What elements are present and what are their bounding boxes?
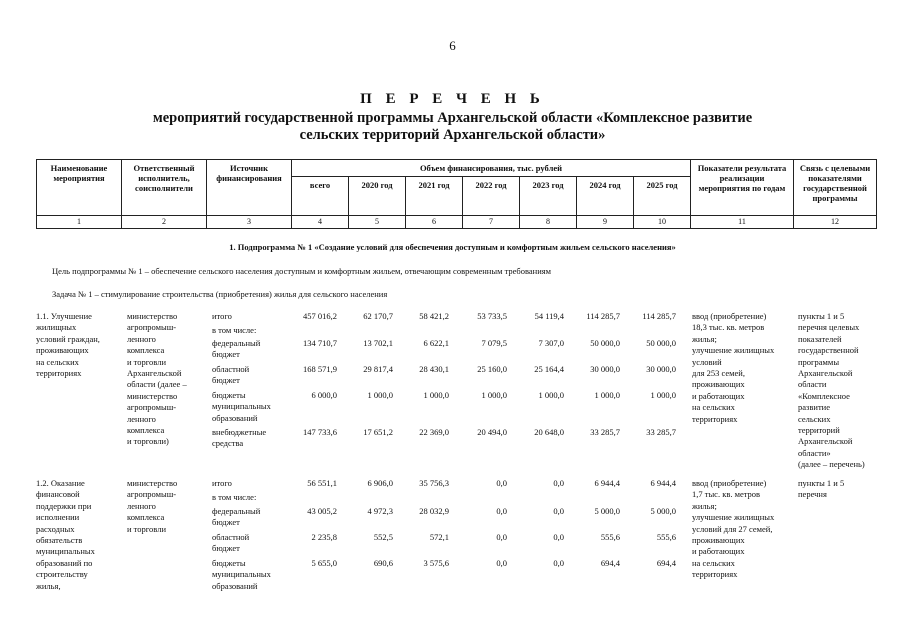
col-number: 7	[463, 216, 520, 229]
row2-total-2022: 0,0	[496, 478, 507, 488]
row2-municipal-2023: 0,0	[553, 558, 564, 568]
row1-regional-2025: 30 000,0	[646, 364, 676, 374]
row1-regional-2024: 30 000,0	[590, 364, 620, 374]
row1-municipal-2024: 1 000,0	[594, 390, 620, 400]
row2-source-including: в том числе:	[212, 492, 257, 502]
col-number: 10	[634, 216, 691, 229]
row1-total-2022: 53 733,5	[477, 311, 507, 321]
header-result-indicators: Показатели результата реализации мероприятия по годам	[691, 160, 794, 216]
row2-federal-sum: 43 005,2	[307, 506, 337, 516]
row2-link-indicator: пункты 1 и 5 перечня	[798, 478, 845, 500]
row2-source-federal: федеральный бюджет	[212, 506, 261, 528]
subprogram-goal: Цель подпрограммы № 1 – обеспечение сельского населения доступным и комфортным жильем, отвечающим современным требованиям	[52, 266, 552, 276]
row1-extrabudget-2023: 20 648,0	[534, 427, 564, 437]
row1-federal-2023: 7 307,0	[538, 338, 564, 348]
row1-municipal-2021: 1 000,0	[423, 390, 449, 400]
row2-federal-2022: 0,0	[496, 506, 507, 516]
header-year-total: всего	[292, 177, 349, 216]
row2-source-total: итого	[212, 478, 232, 488]
header-year-2022: 2022 год	[463, 177, 520, 216]
row1-federal-2024: 50 000,0	[590, 338, 620, 348]
row2-total-2025: 6 944,4	[650, 478, 676, 488]
col-number: 1	[37, 216, 122, 229]
row1-result-indicator: ввод (приобретение) 18,3 тыс. кв. метров жилья; улучшение жилищных условий для 253 семей, проживающих и работающих на сельских территориях	[692, 311, 775, 424]
row1-total-2021: 58 421,2	[419, 311, 449, 321]
row2-regional-2021: 572,1	[429, 532, 449, 542]
row1-municipal-2022: 1 000,0	[481, 390, 507, 400]
section-title: 1. Подпрограмма № 1 «Создание условий для обеспечения доступным и комфортным жильем сельского населения»	[229, 242, 676, 252]
row1-source-total: итого	[212, 311, 232, 321]
row1-federal-2025: 50 000,0	[646, 338, 676, 348]
row2-municipal-sum: 5 655,0	[311, 558, 337, 568]
col-number: 8	[520, 216, 577, 229]
col-number: 6	[406, 216, 463, 229]
header-link-indicators: Связь с целевыми показателями государственной программы	[794, 160, 877, 216]
row1-municipal-2023: 1 000,0	[538, 390, 564, 400]
row2-total-2020: 6 906,0	[367, 478, 393, 488]
document-subtitle-line2: сельских территорий Архангельской области»	[299, 127, 606, 143]
col-number: 11	[691, 216, 794, 229]
header-year-2023: 2023 год	[520, 177, 577, 216]
row1-source-federal: федеральный бюджет	[212, 338, 261, 360]
row1-total-2024: 114 285,7	[586, 311, 620, 321]
row2-measure-name: 1.2. Оказание финансовой поддержки при исполнении расходных обязательств муниципальных образований по строительству жилья,	[36, 478, 95, 591]
row1-extrabudget-2025: 33 285,7	[646, 427, 676, 437]
row1-executor: министерство агропромыш- ленного комплекса и торговли Архангельской области (далее – министерство агропромыш- ленного комплекса и торговли)	[127, 311, 187, 447]
row2-regional-2020: 552,5	[373, 532, 393, 542]
row2-total-2023: 0,0	[553, 478, 564, 488]
col-number: 9	[577, 216, 634, 229]
row1-total-2025: 114 285,7	[642, 311, 676, 321]
document-title: П Е Р Е Ч Е Н Ь	[360, 91, 545, 107]
row2-source-municipal: бюджеты муниципальных образований	[212, 558, 271, 591]
col-number: 3	[207, 216, 292, 229]
page-number: 6	[449, 38, 456, 53]
row2-federal-2023: 0,0	[553, 506, 564, 516]
col-number: 5	[349, 216, 406, 229]
row1-municipal-sum: 6 000,0	[311, 390, 337, 400]
row2-regional-2023: 0,0	[553, 532, 564, 542]
row2-total-2024: 6 944,4	[594, 478, 620, 488]
row2-regional-sum: 2 235,8	[311, 532, 337, 542]
row1-extrabudget-2024: 33 285,7	[590, 427, 620, 437]
header-executor: Ответственный исполнитель, соисполнители	[122, 160, 207, 216]
header-table	[36, 159, 877, 229]
row1-federal-2021: 6 622,1	[423, 338, 449, 348]
header-year-2020: 2020 год	[349, 177, 406, 216]
row2-municipal-2025: 694,4	[656, 558, 676, 568]
row1-extrabudget-2022: 20 494,0	[477, 427, 507, 437]
row2-regional-2025: 555,6	[656, 532, 676, 542]
row1-municipal-2025: 1 000,0	[650, 390, 676, 400]
row2-municipal-2021: 3 575,6	[423, 558, 449, 568]
col-number: 4	[292, 216, 349, 229]
row1-regional-2021: 28 430,1	[419, 364, 449, 374]
row2-total-2021: 35 756,3	[419, 478, 449, 488]
row2-municipal-2020: 690,6	[373, 558, 393, 568]
row2-total-sum: 56 551,1	[307, 478, 337, 488]
row1-total-2023: 54 119,4	[534, 311, 564, 321]
row1-regional-2023: 25 164,4	[534, 364, 564, 374]
row1-municipal-2020: 1 000,0	[367, 390, 393, 400]
row1-source-municipal: бюджеты муниципальных образований	[212, 390, 271, 423]
row1-total-sum: 457 016,2	[303, 311, 337, 321]
header-funding-volume: Объем финансирования, тыс. рублей	[292, 160, 691, 177]
header-year-2025: 2025 год	[634, 177, 691, 216]
row2-municipal-2024: 694,4	[600, 558, 620, 568]
row1-total-2020: 62 170,7	[363, 311, 393, 321]
row2-executor: министерство агропромыш- ленного комплекса и торговли	[127, 478, 178, 534]
row1-regional-sum: 168 571,9	[303, 364, 337, 374]
row1-regional-2022: 25 160,0	[477, 364, 507, 374]
row1-source-including: в том числе:	[212, 325, 257, 335]
row2-federal-2025: 5 000,0	[650, 506, 676, 516]
row2-federal-2021: 28 032,9	[419, 506, 449, 516]
header-name-of-measure: Наименование мероприятия	[37, 160, 122, 216]
header-funding-source: Источник финансирования	[207, 160, 292, 216]
row2-regional-2024: 555,6	[600, 532, 620, 542]
col-number: 2	[122, 216, 207, 229]
row1-extrabudget-sum: 147 733,6	[303, 427, 337, 437]
document-subtitle-line1: мероприятий государственной программы Архангельской области «Комплексное развитие	[152, 110, 753, 126]
row2-municipal-2022: 0,0	[496, 558, 507, 568]
row1-source-regional: областной бюджет	[212, 364, 250, 386]
row1-extrabudget-2021: 22 369,0	[419, 427, 449, 437]
row1-federal-sum: 134 710,7	[303, 338, 337, 348]
subprogram-task: Задача № 1 – стимулирование строительства (приобретения) жилья для сельского населения	[52, 289, 388, 299]
col-number: 12	[794, 216, 877, 229]
row1-measure-name: 1.1. Улучшение жилищных условий граждан, проживающих на сельских территориях	[36, 311, 100, 379]
row1-regional-2020: 29 817,4	[363, 364, 393, 374]
row2-result-indicator: ввод (приобретение) 1,7 тыс. кв. метров жилья; улучшение жилищных условий для 27 семей, проживающих и работающих на сельских территориях	[692, 478, 775, 580]
row2-federal-2020: 4 972,3	[367, 506, 393, 516]
row1-source-extrabudget: внебюджетные средства	[212, 427, 267, 449]
row1-federal-2020: 13 702,1	[363, 338, 393, 348]
row2-source-regional: областной бюджет	[212, 532, 250, 554]
header-year-2021: 2021 год	[406, 177, 463, 216]
header-year-2024: 2024 год	[577, 177, 634, 216]
row2-federal-2024: 5 000,0	[594, 506, 620, 516]
row1-link-indicator: пункты 1 и 5 перечня целевых показателей государственной программы Архангельской области «Комплексное развитие сельских территорий Архангельской области» (далее – перечень)	[798, 311, 865, 470]
row1-extrabudget-2020: 17 651,2	[363, 427, 393, 437]
row2-regional-2022: 0,0	[496, 532, 507, 542]
row1-federal-2022: 7 079,5	[481, 338, 507, 348]
